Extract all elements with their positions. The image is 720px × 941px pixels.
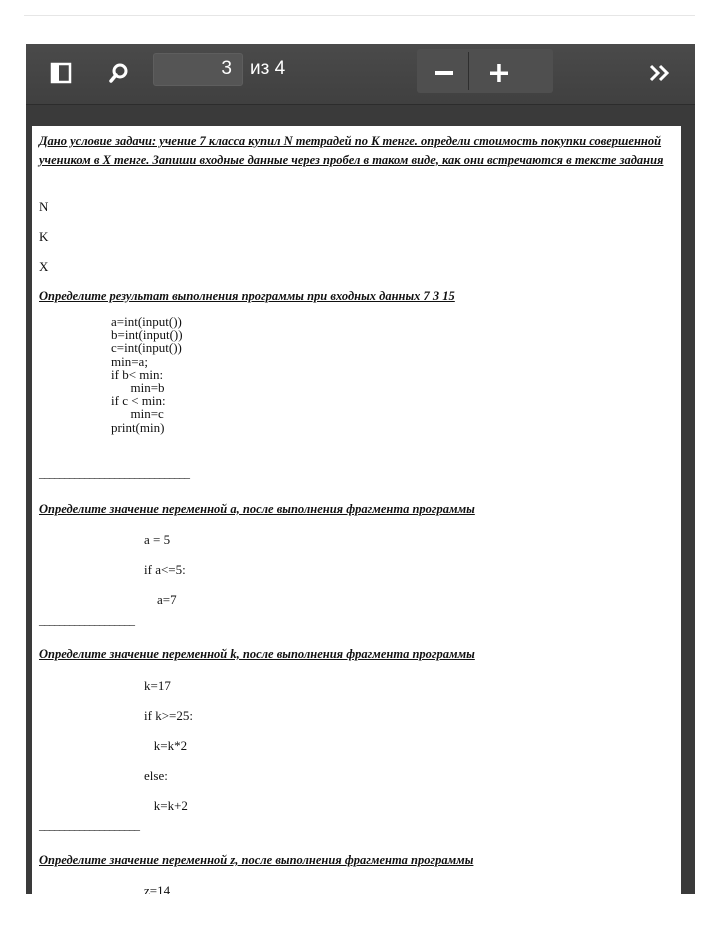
code-line: b=int(input()) bbox=[111, 327, 183, 343]
code-line: a=7 bbox=[144, 592, 177, 607]
page-total-label: из 4 bbox=[250, 58, 286, 79]
document-page bbox=[32, 126, 681, 894]
task2-code bbox=[111, 315, 183, 434]
plus-icon bbox=[489, 63, 509, 83]
search-icon bbox=[108, 62, 130, 84]
divider-line: ____________________ bbox=[39, 818, 139, 832]
zoom-in-button[interactable] bbox=[481, 56, 517, 90]
search-button[interactable] bbox=[102, 56, 136, 90]
code-line: if a<=5: bbox=[144, 562, 186, 577]
code-line: c=int(input()) bbox=[111, 340, 182, 356]
top-divider bbox=[24, 15, 695, 16]
sidebar-toggle-button[interactable] bbox=[44, 56, 78, 90]
divider-line: ___________________ bbox=[39, 613, 134, 627]
divider-line: ______________________________ bbox=[39, 466, 189, 480]
more-tools-button[interactable] bbox=[643, 56, 677, 90]
viewer-toolbar bbox=[26, 44, 695, 105]
zoom-separator bbox=[468, 52, 469, 90]
pdf-viewer bbox=[26, 44, 695, 894]
var-x: X bbox=[39, 259, 49, 274]
code-line: min=a; bbox=[111, 353, 148, 369]
page-number-input[interactable]: 3 bbox=[153, 53, 243, 86]
var-k: K bbox=[39, 229, 49, 244]
task2-heading: Определите результат выполнения программы при входных данных 7 3 15 bbox=[39, 289, 455, 303]
code-line: k=k*2 bbox=[144, 738, 188, 753]
code-line: if b< min: bbox=[111, 366, 164, 382]
task1-heading: Дано условие задачи: учение 7 класса купил N тетрадей по K тенге. определи стоимость покупки совершенной учеником в X тенге. Запиши входные данные через пробел в таком виде, как они встречаются в тексте задания bbox=[39, 134, 664, 167]
code-line: a=int(input()) bbox=[111, 314, 182, 329]
code-line: if c < min: bbox=[111, 393, 166, 409]
code-line: k=17 bbox=[144, 678, 171, 693]
var-n: N bbox=[39, 199, 49, 214]
task5-heading: Определите значение переменной z, после выполнения фрагмента программы bbox=[39, 853, 474, 867]
code-line: z=14 bbox=[144, 883, 171, 894]
code-line: min=c bbox=[111, 406, 164, 422]
double-chevron-right-icon bbox=[648, 63, 672, 83]
code-line: k=k+2 bbox=[144, 798, 188, 813]
code-line: else: bbox=[144, 768, 168, 783]
zoom-out-button[interactable] bbox=[426, 56, 462, 90]
task4-heading: Определите значение переменной k, после выполнения фрагмента программы bbox=[39, 647, 475, 661]
sidebar-toggle-icon bbox=[50, 62, 72, 84]
code-line: min=b bbox=[111, 380, 165, 396]
code-line: print(min) bbox=[111, 419, 165, 435]
task3-heading: Определите значение переменной а, после выполнения фрагмента программы bbox=[39, 502, 475, 516]
code-line: if k>=25: bbox=[144, 708, 193, 723]
code-line: a = 5 bbox=[144, 532, 171, 547]
minus-icon bbox=[434, 63, 454, 83]
